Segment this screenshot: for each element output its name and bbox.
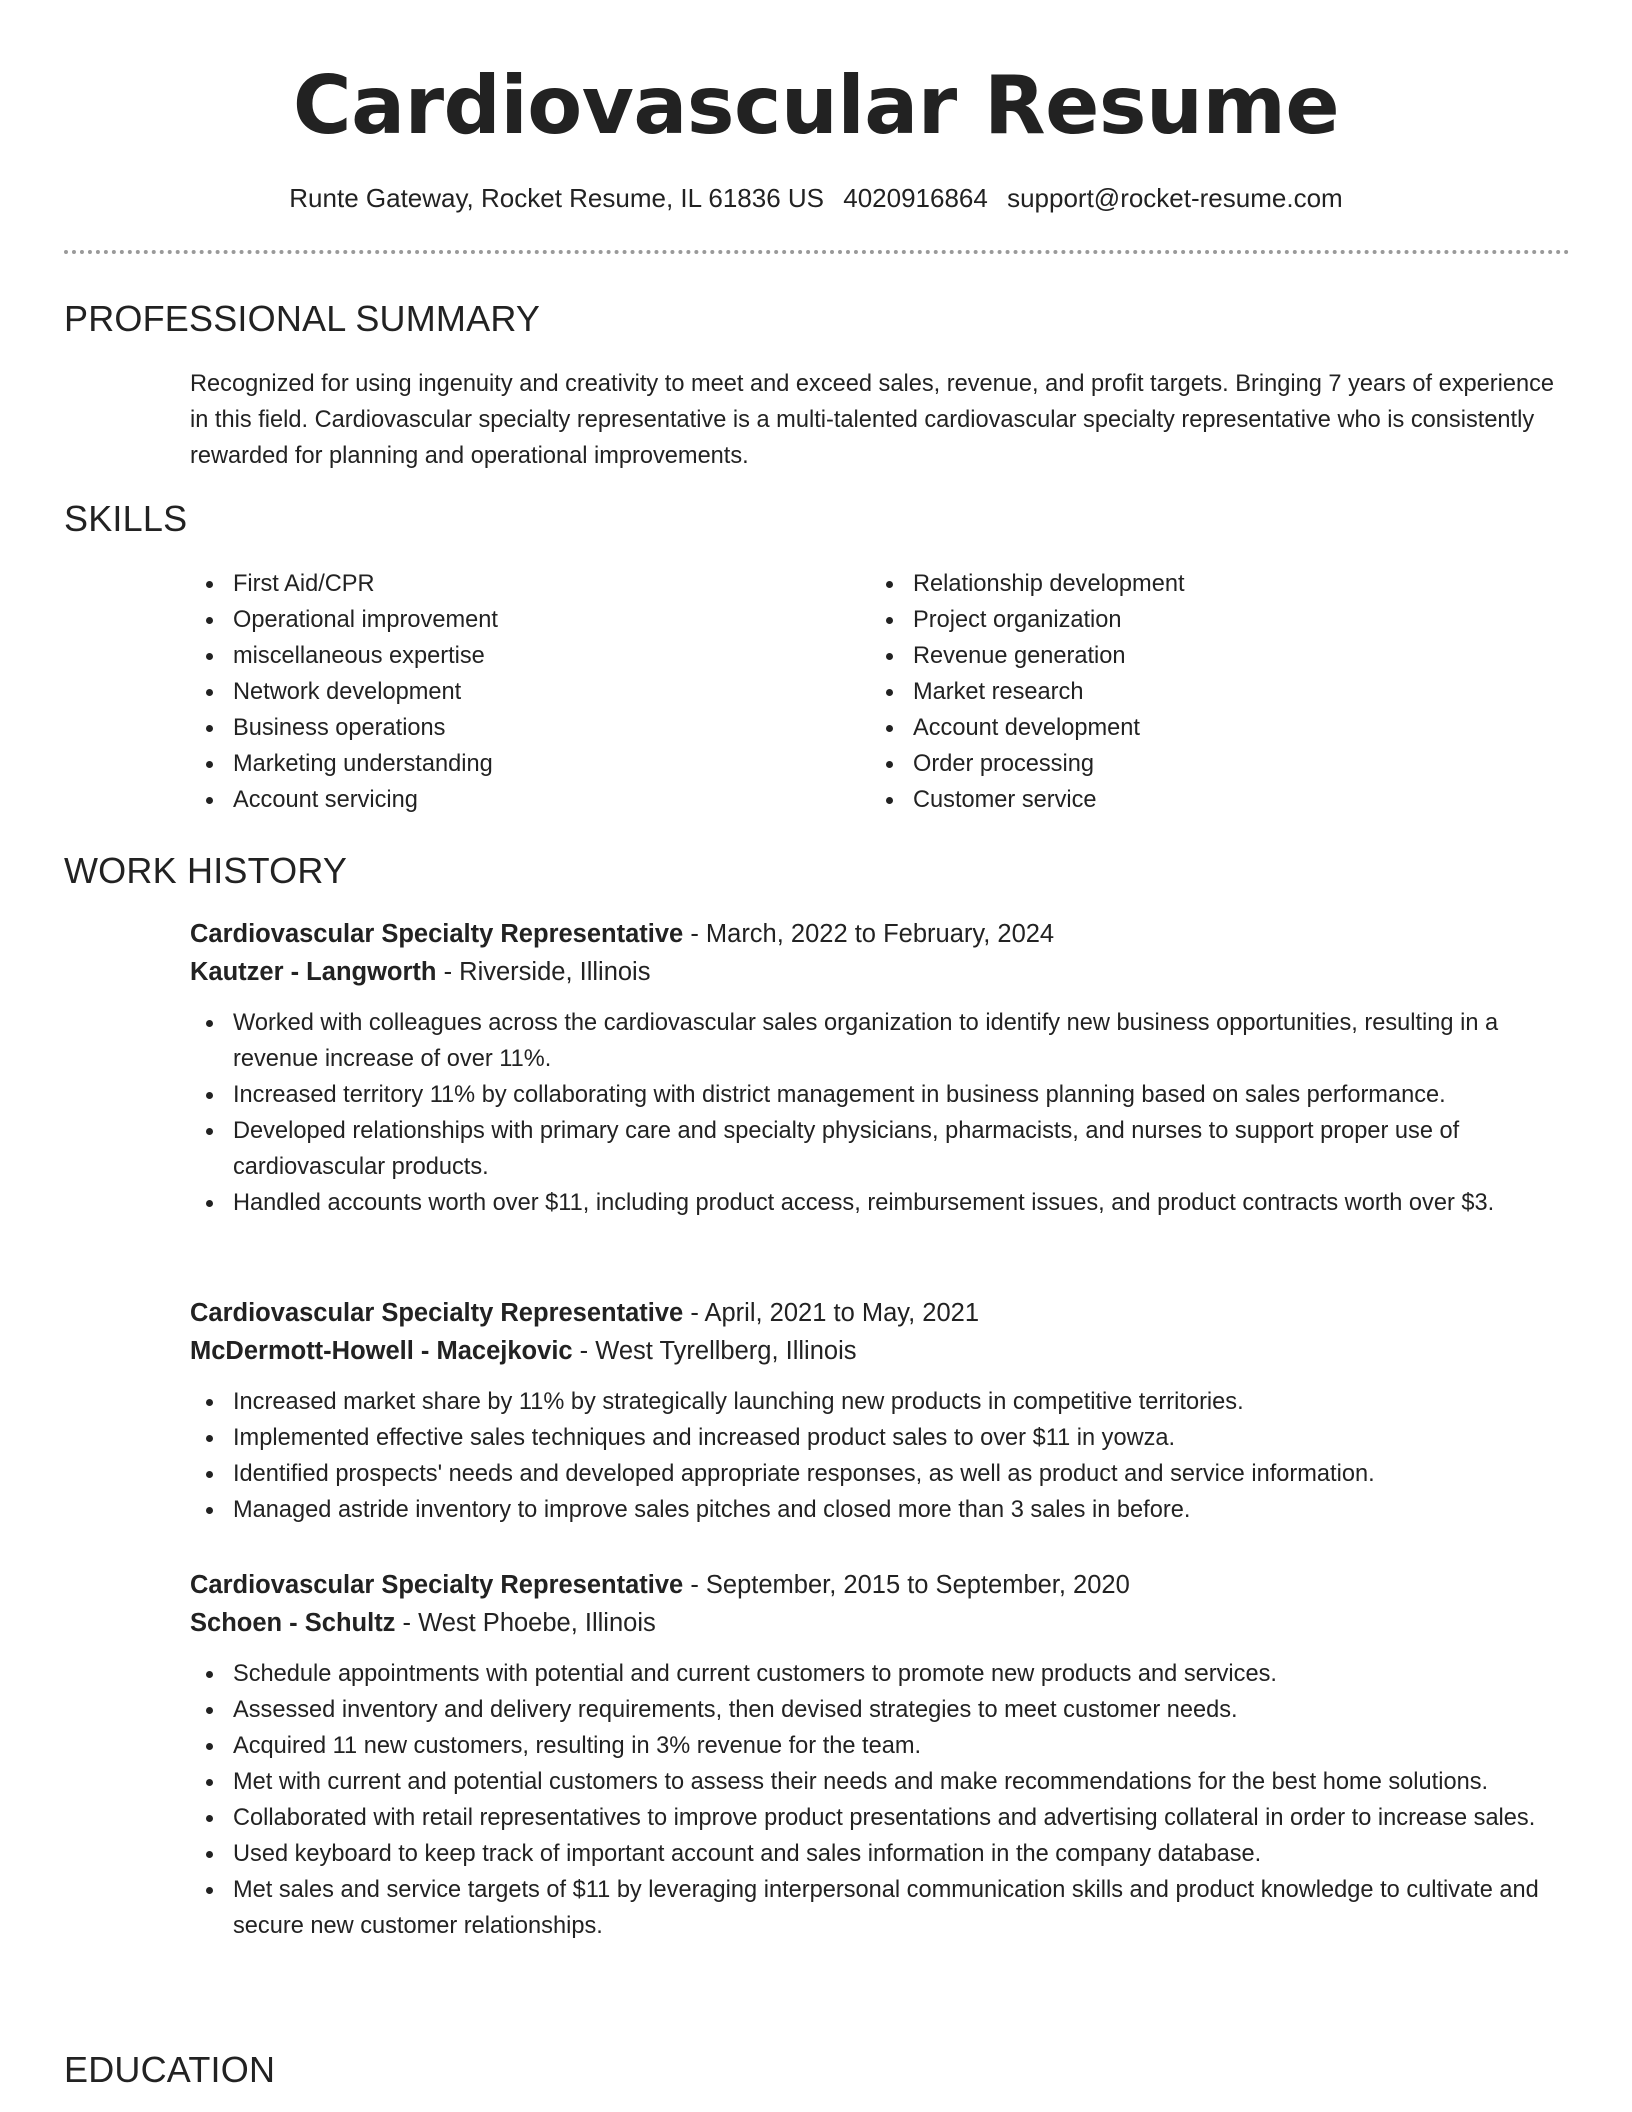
skill-item: Account development [870, 710, 1510, 746]
contact-line [0, 180, 1632, 216]
skill-item: Relationship development [870, 566, 1510, 602]
job-title: Cardiovascular Specialty Representative [190, 1571, 684, 1599]
skill-item: Marketing understanding [190, 746, 830, 782]
job-bullet: Developed relationships with primary care and specialty physicians, pharmacists, and nurses to support proper use of cardiovascular products. [190, 1113, 1570, 1185]
job-bullets [190, 1384, 1570, 1528]
job-bullet: Assessed inventory and delivery requirements, then devised strategies to meet customer needs. [190, 1692, 1570, 1728]
job-title-line [190, 1566, 1570, 1604]
skills-list-left [190, 566, 830, 818]
contact-email: support@rocket-resume.com [1007, 183, 1343, 213]
skill-item: First Aid/CPR [190, 566, 830, 602]
skill-item: Revenue generation [870, 638, 1510, 674]
job-company-line [190, 953, 1570, 991]
job-bullets [190, 1656, 1570, 1944]
job-dates: - September, 2015 to September, 2020 [683, 1571, 1130, 1599]
skills-heading: SKILLS [64, 498, 188, 539]
job-bullet: Met with current and potential customers to assess their needs and make recommendations for the best home solutions. [190, 1764, 1570, 1800]
skill-item: Business operations [190, 710, 830, 746]
job-bullet: Worked with colleagues across the cardiovascular sales organization to identify new business opportunities, resulting in a revenue increase of over 11%. [190, 1005, 1570, 1077]
job-title-line [190, 915, 1570, 953]
skill-item: miscellaneous expertise [190, 638, 830, 674]
skill-item: Customer service [870, 782, 1510, 818]
job-bullet: Increased territory 11% by collaborating with district management in business planning based on sales performance. [190, 1077, 1570, 1113]
job-company-line [190, 1604, 1570, 1642]
work-history-heading: WORK HISTORY [64, 850, 348, 891]
summary-text: Recognized for using ingenuity and creativity to meet and exceed sales, revenue, and profit targets. Bringing 7 years of experience in this field. Cardiovascular specialty representative is a multi-talented cardiovascular specialty representative who is consistently rewarded for planning and operational improvements. [190, 371, 1554, 469]
job-title: Cardiovascular Specialty Representative [190, 1299, 684, 1327]
summary-heading: PROFESSIONAL SUMMARY [64, 298, 541, 339]
header-divider [64, 250, 1570, 254]
skill-item: Operational improvement [190, 602, 830, 638]
job-bullet: Met sales and service targets of $11 by leveraging interpersonal communication skills and product knowledge to cultivate and secure new customer relationships. [190, 1872, 1570, 1944]
job-entry [190, 1566, 1570, 1944]
skill-item: Network development [190, 674, 830, 710]
skills-list-right [870, 566, 1510, 818]
job-company: McDermott-Howell - Macejkovic [190, 1337, 573, 1365]
job-bullet: Acquired 11 new customers, resulting in 3% revenue for the team. [190, 1728, 1570, 1764]
contact-phone: 4020916864 [843, 183, 988, 213]
skill-item: Project organization [870, 602, 1510, 638]
job-location: - West Phoebe, Illinois [395, 1609, 656, 1637]
contact-address: Runte Gateway, Rocket Resume, IL 61836 US [289, 183, 824, 213]
job-company-line [190, 1332, 1570, 1370]
job-bullet: Implemented effective sales techniques and increased product sales to over $11 in yowza. [190, 1420, 1570, 1456]
job-company: Schoen - Schultz [190, 1609, 396, 1637]
skill-item: Order processing [870, 746, 1510, 782]
job-bullet: Handled accounts worth over $11, including product access, reimbursement issues, and product contracts worth over $3. [190, 1185, 1570, 1221]
resume-title: Cardiovascular Resume [292, 59, 1340, 152]
job-entry [190, 915, 1570, 1221]
job-location: - Riverside, Illinois [436, 958, 651, 986]
job-title: Cardiovascular Specialty Representative [190, 920, 684, 948]
job-title-line [190, 1294, 1570, 1332]
job-entry [190, 1294, 1570, 1528]
job-dates: - April, 2021 to May, 2021 [683, 1299, 980, 1327]
job-bullet: Used keyboard to keep track of important account and sales information in the company database. [190, 1836, 1570, 1872]
education-heading: EDUCATION [64, 2049, 276, 2090]
job-bullet: Increased market share by 11% by strategically launching new products in competitive territories. [190, 1384, 1570, 1420]
job-bullet: Managed astride inventory to improve sales pitches and closed more than 3 sales in before. [190, 1492, 1570, 1528]
skill-item: Market research [870, 674, 1510, 710]
job-bullet: Identified prospects' needs and developed appropriate responses, as well as product and service information. [190, 1456, 1570, 1492]
job-location: - West Tyrellberg, Illinois [572, 1337, 857, 1365]
job-bullet: Collaborated with retail representatives to improve product presentations and advertising collateral in order to increase sales. [190, 1800, 1570, 1836]
job-bullet: Schedule appointments with potential and current customers to promote new products and services. [190, 1656, 1570, 1692]
skill-item: Account servicing [190, 782, 830, 818]
job-company: Kautzer - Langworth [190, 958, 437, 986]
job-bullets [190, 1005, 1570, 1221]
job-dates: - March, 2022 to February, 2024 [683, 920, 1055, 948]
